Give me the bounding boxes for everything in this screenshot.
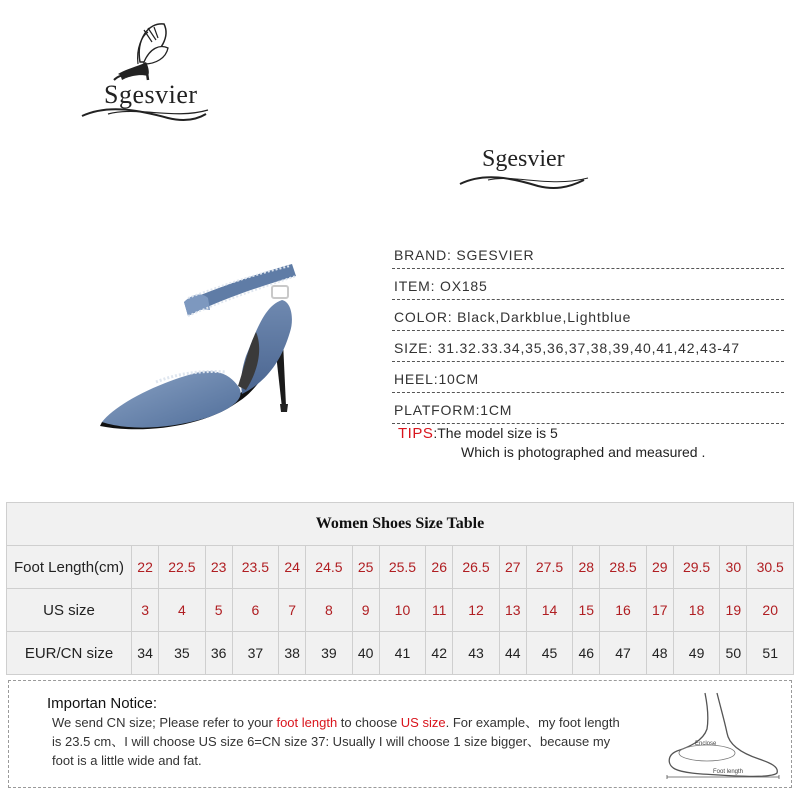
table-cell: 45	[526, 632, 572, 675]
foot-outline-icon	[659, 689, 787, 781]
table-cell: 22	[132, 546, 159, 589]
spec-size: SIZE: 31.32.33.34,35,36,37,38,39,40,41,42,43-47	[392, 333, 784, 362]
table-cell: 7	[279, 589, 306, 632]
table-cell: 6	[232, 589, 278, 632]
product-specs	[392, 240, 784, 426]
table-cell: 41	[379, 632, 425, 675]
table-cell: 25.5	[379, 546, 425, 589]
spec-platform: PLATFORM:1CM	[392, 395, 784, 424]
table-cell: 29.5	[673, 546, 719, 589]
row-label: Foot Length(cm)	[7, 546, 132, 589]
row-label: EUR/CN size	[7, 632, 132, 675]
table-cell: 47	[600, 632, 646, 675]
table-cell: 20	[747, 589, 794, 632]
table-cell: 12	[453, 589, 499, 632]
table-cell: 51	[747, 632, 794, 675]
table-cell: 35	[159, 632, 205, 675]
table-cell: 46	[573, 632, 600, 675]
size-table-title: Women Shoes Size Table	[7, 503, 794, 546]
notice-heading: Importan Notice:	[47, 695, 158, 712]
spec-heel: HEEL:10CM	[392, 364, 784, 393]
table-cell: 27	[499, 546, 526, 589]
table-row-eur-cn-size	[7, 632, 794, 675]
table-cell: 50	[720, 632, 747, 675]
table-cell: 44	[499, 632, 526, 675]
table-cell: 17	[646, 589, 673, 632]
table-cell: 15	[573, 589, 600, 632]
tips-label: TIPS	[398, 425, 434, 442]
notice-body	[52, 713, 632, 770]
important-notice	[8, 680, 792, 788]
table-cell: 14	[526, 589, 572, 632]
table-cell: 18	[673, 589, 719, 632]
table-cell: 34	[132, 632, 159, 675]
table-cell: 11	[426, 589, 453, 632]
notice-text-1: We send CN size; Please refer to your	[52, 715, 277, 730]
size-table	[6, 502, 794, 675]
table-row-foot-length	[7, 546, 794, 589]
table-cell: 28.5	[600, 546, 646, 589]
notice-highlight-us-size: US size	[400, 715, 446, 730]
table-cell: 8	[306, 589, 352, 632]
brand-logo-text: Sgesvier	[104, 80, 198, 109]
brand-logo-main	[78, 18, 218, 128]
table-cell: 22.5	[159, 546, 205, 589]
foot-measure-diagram	[659, 689, 787, 781]
table-cell: 37	[232, 632, 278, 675]
table-cell: 26.5	[453, 546, 499, 589]
table-cell: 19	[720, 589, 747, 632]
spec-item: ITEM: OX185	[392, 271, 784, 300]
brand-logo-secondary	[458, 140, 598, 200]
spec-brand: BRAND: SGESVIER	[392, 240, 784, 269]
table-cell: 9	[352, 589, 379, 632]
brand-logo-text-secondary: Sgesvier	[482, 146, 565, 172]
table-cell: 48	[646, 632, 673, 675]
table-cell: 36	[205, 632, 232, 675]
table-cell: 5	[205, 589, 232, 632]
table-cell: 38	[279, 632, 306, 675]
table-row-us-size	[7, 589, 794, 632]
product-shoe-image	[96, 236, 326, 436]
diagram-label-foot-length: Foot length	[713, 769, 744, 775]
table-cell: 16	[600, 589, 646, 632]
tips-note	[398, 424, 705, 462]
table-cell: 27.5	[526, 546, 572, 589]
table-cell: 23	[205, 546, 232, 589]
notice-highlight-foot-length: foot length	[276, 715, 338, 730]
notice-text-2: to choose	[337, 715, 401, 730]
butterfly-heel-icon	[78, 18, 218, 128]
diagram-label-enclose: Enclose	[695, 741, 717, 747]
table-cell: 24.5	[306, 546, 352, 589]
table-cell: 30	[720, 546, 747, 589]
table-cell: 43	[453, 632, 499, 675]
table-cell: 30.5	[747, 546, 794, 589]
row-label: US size	[7, 589, 132, 632]
table-cell: 4	[159, 589, 205, 632]
tips-line-1: :The model size is 5	[433, 425, 558, 441]
table-cell: 13	[499, 589, 526, 632]
table-cell: 3	[132, 589, 159, 632]
table-cell: 42	[426, 632, 453, 675]
table-cell: 40	[352, 632, 379, 675]
notice-text-3: . For example、my foot length is 23.5 cm、I will choose US size 6=CN size 37: Usually I will choose 1 size bigger、because my foot is a little wide and fat.	[52, 715, 620, 768]
table-cell: 10	[379, 589, 425, 632]
table-cell: 39	[306, 632, 352, 675]
tips-line-2: Which is photographed and measured .	[461, 444, 706, 460]
table-cell: 29	[646, 546, 673, 589]
spec-color: COLOR: Black,Darkblue,Lightblue	[392, 302, 784, 331]
table-cell: 28	[573, 546, 600, 589]
table-cell: 25	[352, 546, 379, 589]
table-cell: 23.5	[232, 546, 278, 589]
table-cell: 49	[673, 632, 719, 675]
table-cell: 26	[426, 546, 453, 589]
table-cell: 24	[279, 546, 306, 589]
